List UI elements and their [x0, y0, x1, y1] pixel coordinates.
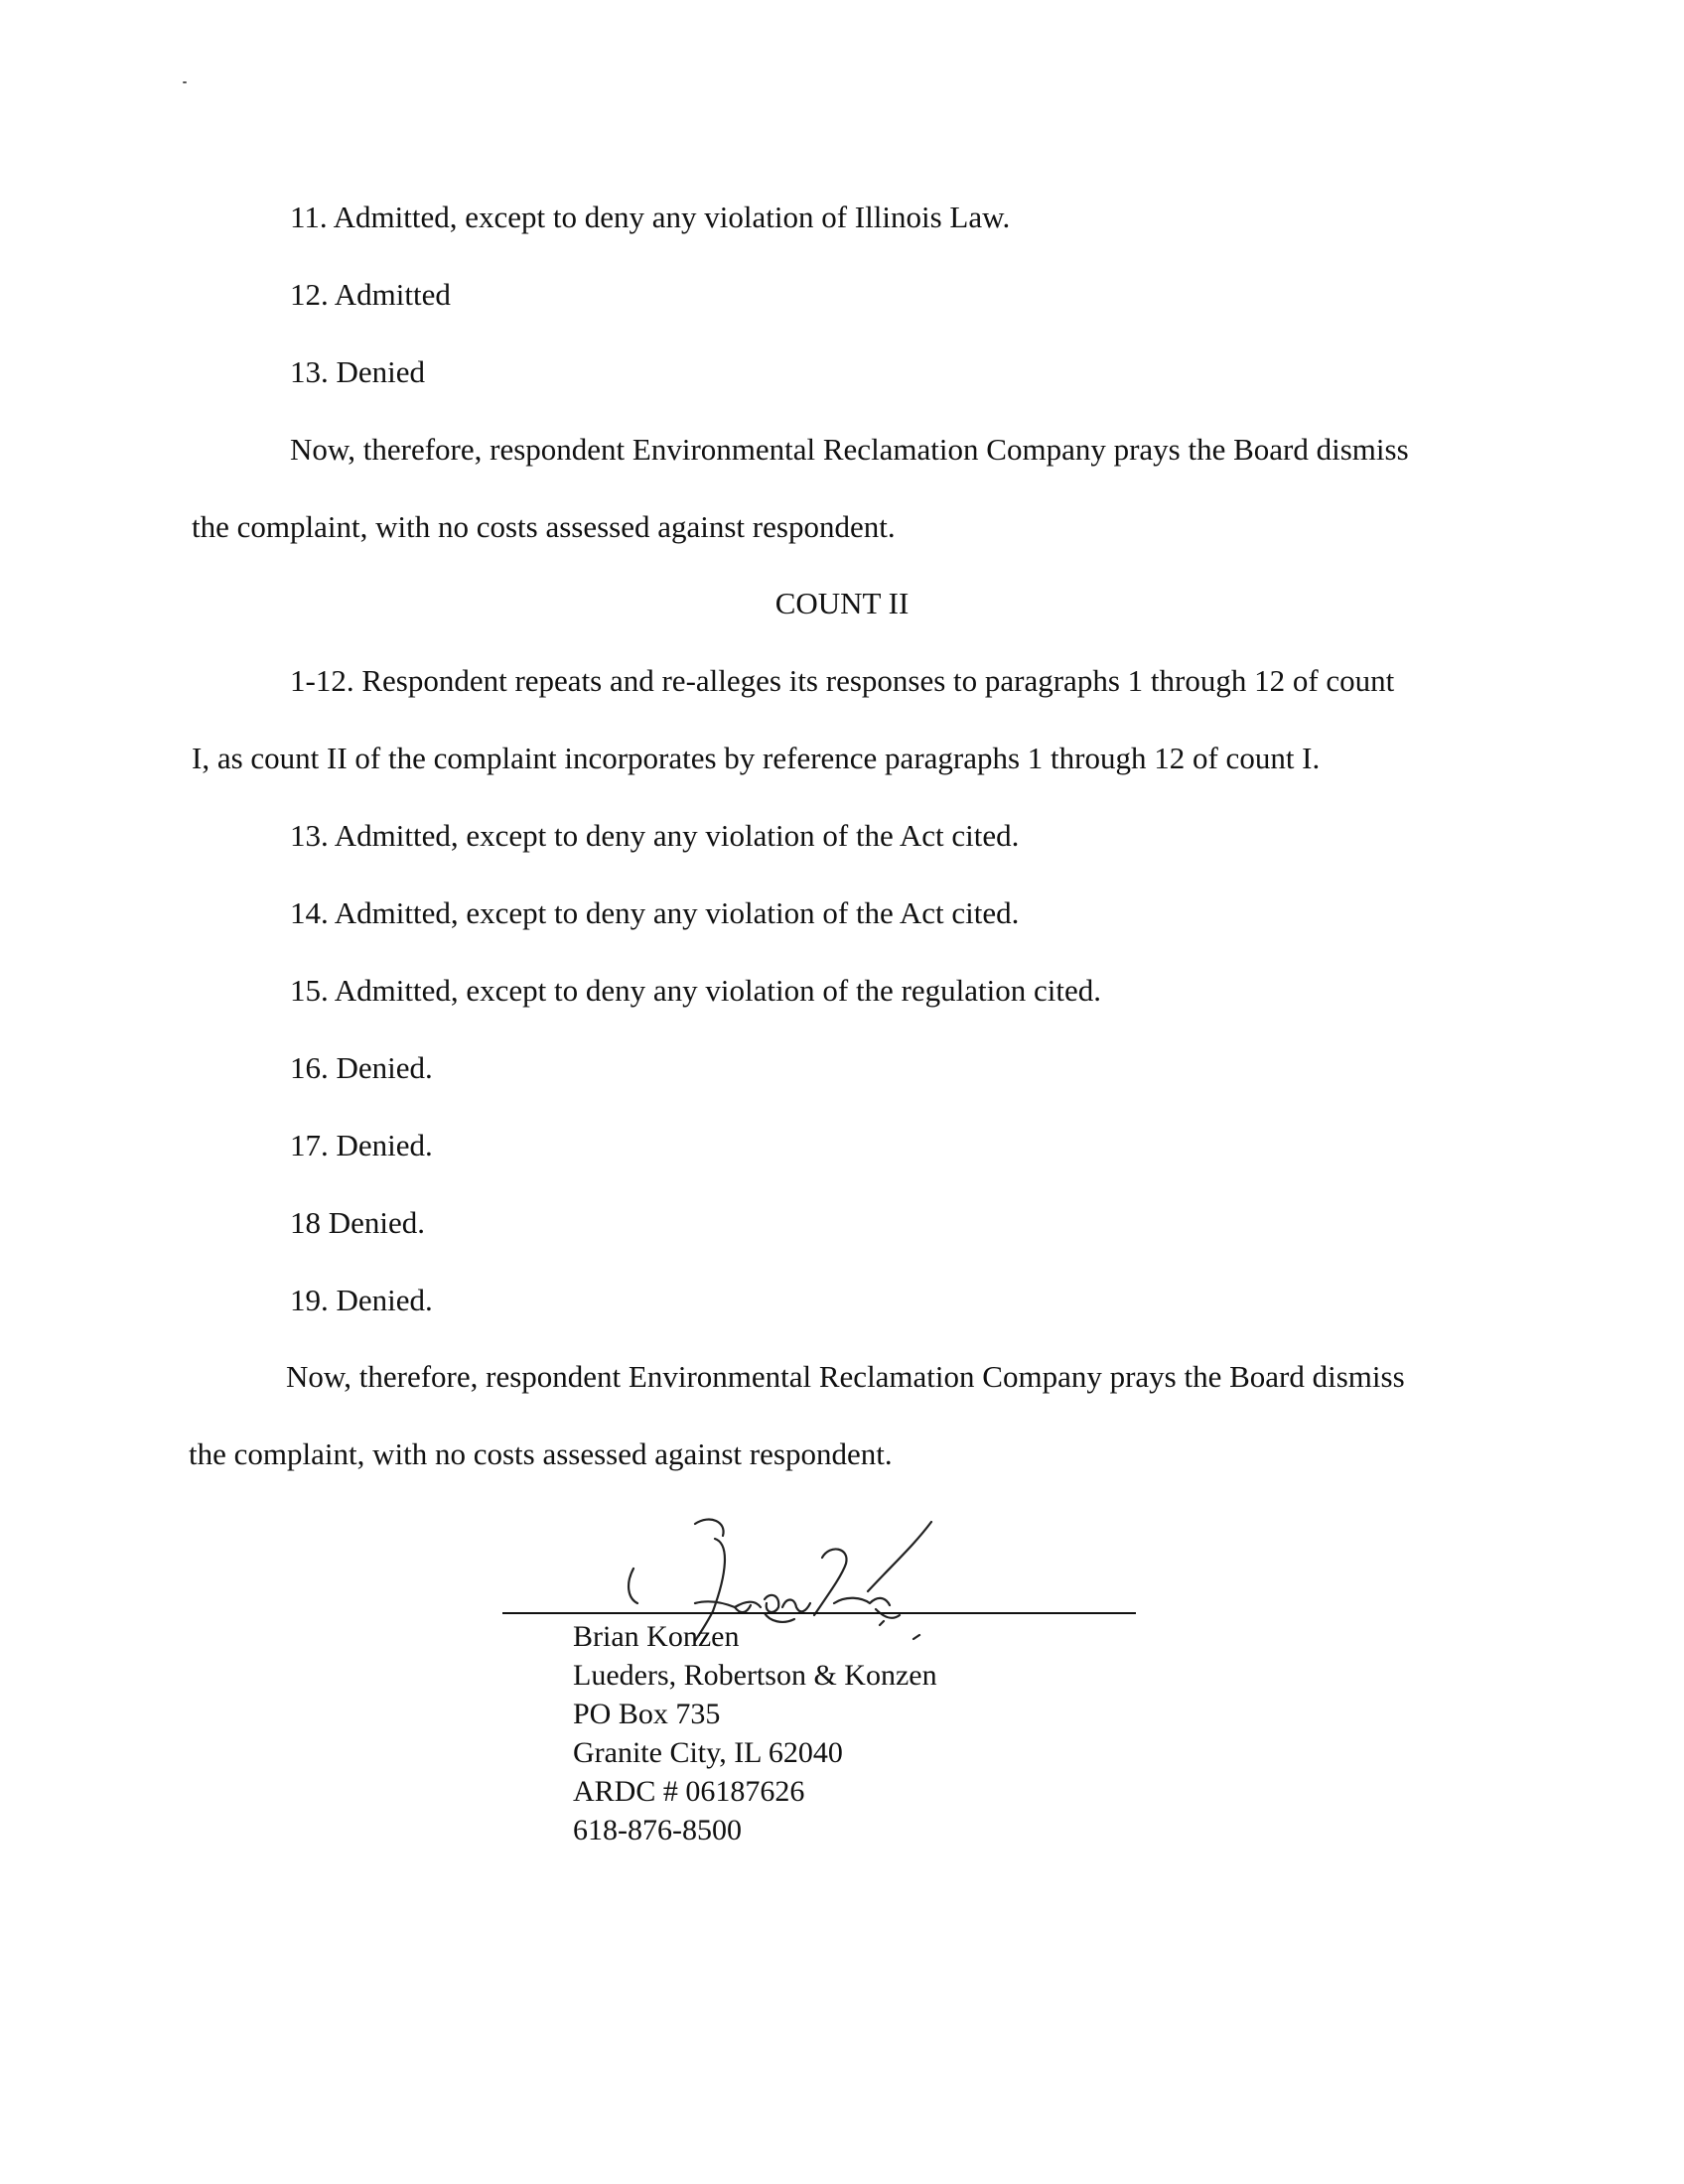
- scan-speck: [183, 81, 187, 83]
- ardc-number: ARDC # 06187626: [573, 1775, 805, 1808]
- paragraph-11: 11. Admitted, except to deny any violation of Illinois Law.: [290, 200, 1011, 234]
- count-ii-paragraph-14: 14. Admitted, except to deny any violation of the Act cited.: [290, 895, 1020, 930]
- count-ii-paragraph-19: 19. Denied.: [290, 1283, 433, 1317]
- count-ii-intro-line-1: 1-12. Respondent repeats and re-alleges its responses to paragraphs 1 through 12 of count: [290, 663, 1395, 698]
- count-ii-prayer-line-2: the complaint, with no costs assessed against respondent.: [189, 1436, 893, 1471]
- prayer-line-2: the complaint, with no costs assessed against respondent.: [192, 509, 896, 544]
- paragraph-13: 13. Denied: [290, 354, 426, 389]
- count-ii-prayer-line-1: Now, therefore, respondent Environmental Reclamation Company prays the Board dismiss: [286, 1359, 1405, 1394]
- count-ii-paragraph-16: 16. Denied.: [290, 1050, 433, 1085]
- po-box: PO Box 735: [573, 1698, 721, 1730]
- count-ii-intro-line-2: I, as count II of the complaint incorporates by reference paragraphs 1 through 12 of count I.: [192, 741, 1321, 775]
- signature-line: [502, 1612, 1136, 1614]
- count-ii-paragraph-18: 18 Denied.: [290, 1205, 426, 1240]
- count-ii-heading: COUNT II: [774, 586, 910, 620]
- prayer-line-1: Now, therefore, respondent Environmental Reclamation Company prays the Board dismiss: [290, 432, 1409, 467]
- count-ii-paragraph-15: 15. Admitted, except to deny any violation of the regulation cited.: [290, 973, 1101, 1008]
- city-state-zip: Granite City, IL 62040: [573, 1736, 843, 1769]
- signer-name: Brian Konzen: [573, 1620, 740, 1653]
- count-ii-paragraph-13: 13. Admitted, except to deny any violation of the Act cited.: [290, 818, 1020, 853]
- paragraph-12: 12. Admitted: [290, 277, 451, 312]
- phone-number: 618-876-8500: [573, 1814, 742, 1846]
- law-firm: Lueders, Robertson & Konzen: [573, 1659, 937, 1692]
- count-ii-paragraph-17: 17. Denied.: [290, 1128, 433, 1162]
